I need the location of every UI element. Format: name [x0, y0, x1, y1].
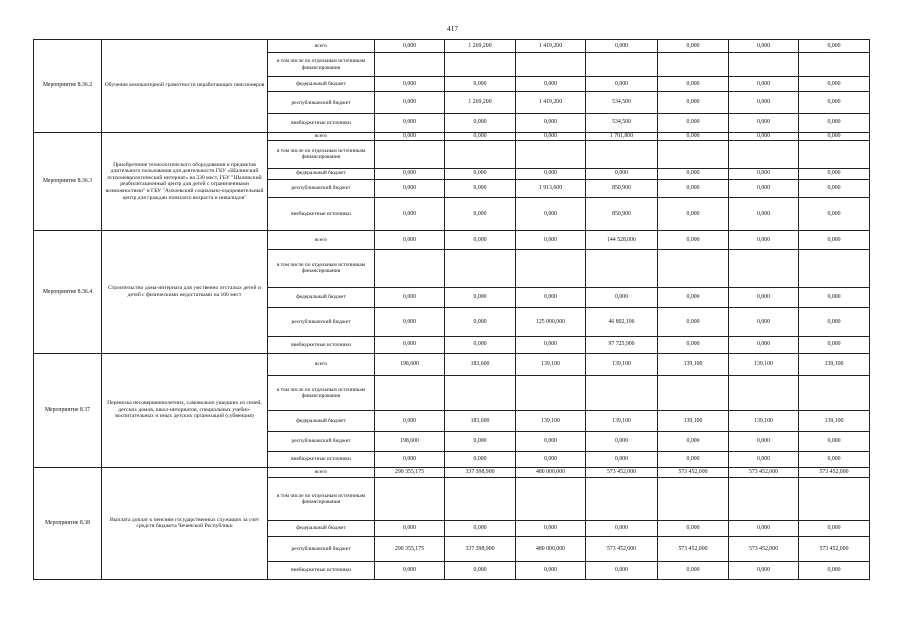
amount-cell: 290 355,175 [375, 536, 445, 562]
amount-cell: 198,600 [375, 431, 445, 452]
amount-cell: 0,000 [375, 521, 445, 536]
amount-cell: 0,000 [729, 308, 799, 337]
amount-cell: 0,000 [799, 287, 870, 308]
amount-cell: 0,000 [729, 40, 799, 53]
amount-cell [516, 140, 586, 168]
funding-source-label: внебюджетные источники [268, 114, 375, 133]
amount-cell [516, 249, 586, 287]
amount-cell [658, 53, 729, 77]
amount-cell: 0,000 [658, 77, 729, 92]
amount-cell: 573 452,000 [799, 536, 870, 562]
amount-cell: 0,000 [445, 562, 516, 580]
amount-cell [729, 249, 799, 287]
funding-source-label: внебюджетные источники [268, 198, 375, 231]
amount-cell: 0,000 [658, 562, 729, 580]
amount-cell: 0,000 [658, 337, 729, 353]
amount-cell: 144 528,006 [586, 231, 658, 250]
amount-cell: 139,100 [586, 411, 658, 432]
amount-cell: 139,100 [516, 411, 586, 432]
amount-cell [445, 376, 516, 411]
amount-cell: 1 913,600 [516, 179, 586, 198]
amount-cell: 573 452,000 [658, 536, 729, 562]
amount-cell: 0,000 [658, 114, 729, 133]
amount-cell: 0,000 [658, 521, 729, 536]
amount-cell: 46 802,106 [586, 308, 658, 337]
table-row [34, 467, 870, 477]
amount-cell: 0,000 [658, 168, 729, 179]
funding-source-label: в том числе по отдельным источникам финансирования [268, 140, 375, 168]
amount-cell: 0,000 [658, 431, 729, 452]
amount-cell: 97 725,900 [586, 337, 658, 353]
amount-cell: 0,000 [799, 562, 870, 580]
amount-cell: 198,600 [375, 353, 445, 376]
funding-source-label: республиканский бюджет [268, 536, 375, 562]
amount-cell: 0,000 [586, 431, 658, 452]
funding-source-label: всего [268, 231, 375, 250]
amount-cell: 0,000 [375, 40, 445, 53]
amount-cell: 0,000 [375, 308, 445, 337]
amount-cell: 0,000 [516, 77, 586, 92]
amount-cell: 0,000 [445, 198, 516, 231]
amount-cell [445, 53, 516, 77]
amount-cell: 0,000 [375, 337, 445, 353]
amount-cell [799, 140, 870, 168]
amount-cell: 0,000 [586, 521, 658, 536]
amount-cell [375, 140, 445, 168]
amount-cell [799, 249, 870, 287]
amount-cell: 0,000 [375, 198, 445, 231]
amount-cell: 0,000 [729, 92, 799, 114]
funding-source-label: федеральный бюджет [268, 411, 375, 432]
amount-cell: 573 452,000 [799, 467, 870, 477]
amount-cell: 183,600 [445, 353, 516, 376]
amount-cell: 0,000 [516, 452, 586, 467]
amount-cell: 0,000 [375, 411, 445, 432]
funding-source-label: всего [268, 132, 375, 140]
funding-source-label: федеральный бюджет [268, 168, 375, 179]
amount-cell [729, 478, 799, 521]
amount-cell [445, 478, 516, 521]
funding-source-label: внебюджетные источники [268, 452, 375, 467]
amount-cell: 0,000 [375, 132, 445, 140]
amount-cell: 0,000 [516, 168, 586, 179]
amount-cell: 0,000 [799, 40, 870, 53]
amount-cell: 0,000 [516, 337, 586, 353]
amount-cell: 1 269,200 [445, 40, 516, 53]
amount-cell: 183,600 [445, 411, 516, 432]
amount-cell: 0,000 [516, 114, 586, 133]
funding-source-label: внебюджетные источники [268, 562, 375, 580]
amount-cell: 0,000 [799, 337, 870, 353]
amount-cell: 139,100 [658, 353, 729, 376]
amount-cell: 0,000 [799, 114, 870, 133]
amount-cell: 139,100 [729, 353, 799, 376]
amount-cell: 0,000 [375, 231, 445, 250]
amount-cell: 0,000 [445, 287, 516, 308]
amount-cell: 0,000 [658, 287, 729, 308]
amount-cell: 0,000 [799, 231, 870, 250]
amount-cell: 0,000 [658, 231, 729, 250]
amount-cell: 0,000 [729, 337, 799, 353]
amount-cell: 0,000 [375, 114, 445, 133]
amount-cell: 0,000 [729, 562, 799, 580]
amount-cell: 1 269,200 [445, 92, 516, 114]
amount-cell: 139,100 [658, 411, 729, 432]
amount-cell: 0,000 [586, 562, 658, 580]
amount-cell: 0,000 [445, 337, 516, 353]
amount-cell: 0,000 [729, 114, 799, 133]
amount-cell: 0,000 [729, 521, 799, 536]
amount-cell: 0,000 [799, 521, 870, 536]
amount-cell [516, 478, 586, 521]
funding-source-label: в том числе по отдельным источникам финансирования [268, 376, 375, 411]
measure-code: Мероприятие 8.36.3 [34, 132, 102, 231]
amount-cell: 0,000 [586, 168, 658, 179]
table-row [34, 40, 870, 53]
funding-source-label: всего [268, 40, 375, 53]
amount-cell: 850,900 [586, 179, 658, 198]
amount-cell: 0,000 [445, 179, 516, 198]
amount-cell: 0,000 [586, 77, 658, 92]
amount-cell: 0,000 [658, 40, 729, 53]
amount-cell [375, 478, 445, 521]
amount-cell: 0,000 [516, 562, 586, 580]
funding-source-label: федеральный бюджет [268, 521, 375, 536]
amount-cell: 0,000 [658, 308, 729, 337]
amount-cell: 0,000 [516, 287, 586, 308]
amount-cell: 573 452,000 [586, 536, 658, 562]
amount-cell: 0,000 [375, 287, 445, 308]
amount-cell: 0,000 [375, 179, 445, 198]
amount-cell: 0,000 [375, 168, 445, 179]
amount-cell: 0,000 [658, 179, 729, 198]
amount-cell: 0,000 [658, 132, 729, 140]
funding-source-label: в том числе по отдельным источникам финансирования [268, 53, 375, 77]
amount-cell: 0,000 [799, 198, 870, 231]
measure-description: Приобретение технологического оборудования и предметов длительного пользования для деятельности ГБУ «Шалинский психоневрологический интернат» на 330 мест, ГБУ "Шалинский реабилитационный центр для детей с ограниченными возможностями" и ГБУ "Ачхоевский социально-оздоровительный центр для граждан пожилого возраста и инвалидов" [102, 132, 268, 231]
measure-description: Выплата доплат к пенсиям государственных служащих за счет средств бюджета Чеченской Республики [102, 467, 268, 579]
amount-cell: 139,100 [799, 411, 870, 432]
amount-cell: 0,000 [799, 168, 870, 179]
amount-cell: 0,000 [799, 77, 870, 92]
amount-cell: 0,000 [586, 452, 658, 467]
measure-code: Мероприятие 8.36.4 [34, 231, 102, 353]
amount-cell: 139,100 [729, 411, 799, 432]
amount-cell: 0,000 [445, 77, 516, 92]
amount-cell: 0,000 [445, 431, 516, 452]
amount-cell: 0,000 [445, 308, 516, 337]
amount-cell [729, 140, 799, 168]
amount-cell [445, 249, 516, 287]
amount-cell [375, 53, 445, 77]
amount-cell: 0,000 [375, 92, 445, 114]
amount-cell: 573 452,000 [729, 536, 799, 562]
amount-cell: 573 452,000 [586, 467, 658, 477]
funding-source-label: внебюджетные источники [268, 337, 375, 353]
amount-cell: 0,000 [729, 231, 799, 250]
amount-cell: 0,000 [799, 179, 870, 198]
amount-cell: 0,000 [516, 521, 586, 536]
amount-cell: 534,500 [586, 114, 658, 133]
amount-cell: 0,000 [445, 452, 516, 467]
funding-source-label: республиканский бюджет [268, 92, 375, 114]
amount-cell [586, 376, 658, 411]
measure-description: Строительство дома-интерната для умственно отсталых детей и детей с физическими недостатками на 100 мест [102, 231, 268, 353]
amount-cell [799, 478, 870, 521]
funding-source-label: федеральный бюджет [268, 287, 375, 308]
amount-cell: 0,000 [729, 198, 799, 231]
amount-cell: 0,000 [375, 452, 445, 467]
amount-cell: 0,000 [516, 198, 586, 231]
amount-cell: 573 452,000 [729, 467, 799, 477]
amount-cell: 0,000 [445, 168, 516, 179]
amount-cell [658, 376, 729, 411]
amount-cell: 0,000 [799, 308, 870, 337]
amount-cell: 480 000,000 [516, 467, 586, 477]
amount-cell [799, 53, 870, 77]
amount-cell [658, 478, 729, 521]
amount-cell: 290 355,175 [375, 467, 445, 477]
amount-cell: 573 452,000 [658, 467, 729, 477]
amount-cell: 0,000 [516, 132, 586, 140]
measure-description: Обучение компьютерной грамотности неработающих пенсионеров [102, 40, 268, 133]
amount-cell: 0,000 [445, 132, 516, 140]
amount-cell: 0,000 [729, 452, 799, 467]
amount-cell [586, 53, 658, 77]
amount-cell: 0,000 [586, 287, 658, 308]
amount-cell: 0,000 [799, 92, 870, 114]
amount-cell: 1 419,200 [516, 40, 586, 53]
measure-code: Мероприятие 8.38 [34, 467, 102, 579]
amount-cell: 1 701,800 [586, 132, 658, 140]
amount-cell: 0,000 [658, 452, 729, 467]
page-number: 417 [446, 24, 459, 33]
funding-source-label: в том числе по отдельным источникам финансирования [268, 478, 375, 521]
amount-cell [516, 376, 586, 411]
amount-cell [586, 249, 658, 287]
measure-code: Мероприятие 8.37 [34, 353, 102, 467]
amount-cell [375, 249, 445, 287]
amount-cell: 480 000,000 [516, 536, 586, 562]
amount-cell: 139,100 [586, 353, 658, 376]
amount-cell: 0,000 [658, 198, 729, 231]
amount-cell: 0,000 [729, 77, 799, 92]
amount-cell [658, 140, 729, 168]
amount-cell: 0,000 [799, 132, 870, 140]
funding-source-label: республиканский бюджет [268, 431, 375, 452]
amount-cell: 534,500 [586, 92, 658, 114]
amount-cell: 0,000 [516, 231, 586, 250]
measure-description: Перевозка несовершеннолетних, самовольно ушедших из семей, детских домов, школ-интернатов, специальных учебно-воспитательных и иных детских организаций (субвенция) [102, 353, 268, 467]
amount-cell: 0,000 [729, 287, 799, 308]
amount-cell: 0,000 [516, 431, 586, 452]
amount-cell: 0,000 [375, 562, 445, 580]
funding-source-label: федеральный бюджет [268, 77, 375, 92]
funding-source-label: в том числе по отдельным источникам финансирования [268, 249, 375, 287]
amount-cell: 1 419,200 [516, 92, 586, 114]
table-row [34, 132, 870, 140]
amount-cell: 0,000 [799, 431, 870, 452]
amount-cell: 0,000 [729, 132, 799, 140]
amount-cell [658, 249, 729, 287]
amount-cell: 0,000 [445, 114, 516, 133]
amount-cell [799, 376, 870, 411]
amount-cell: 0,000 [799, 452, 870, 467]
amount-cell: 0,000 [586, 40, 658, 53]
amount-cell: 0,000 [658, 92, 729, 114]
amount-cell: 0,000 [375, 77, 445, 92]
amount-cell: 139,100 [799, 353, 870, 376]
amount-cell: 337 398,900 [445, 467, 516, 477]
amount-cell: 0,000 [445, 521, 516, 536]
amount-cell [375, 376, 445, 411]
amount-cell: 0,000 [729, 431, 799, 452]
amount-cell: 0,000 [729, 168, 799, 179]
funding-source-label: всего [268, 353, 375, 376]
amount-cell: 139,100 [516, 353, 586, 376]
amount-cell [445, 140, 516, 168]
budget-table-body [34, 40, 870, 580]
amount-cell: 0,000 [445, 231, 516, 250]
amount-cell: 337 398,900 [445, 536, 516, 562]
measure-code: Мероприятие 8.36.2 [34, 40, 102, 133]
amount-cell [516, 53, 586, 77]
amount-cell: 0,000 [729, 179, 799, 198]
amount-cell [729, 53, 799, 77]
amount-cell [586, 140, 658, 168]
funding-source-label: республиканский бюджет [268, 308, 375, 337]
amount-cell: 125 000,000 [516, 308, 586, 337]
funding-source-label: республиканский бюджет [268, 179, 375, 198]
funding-source-label: всего [268, 467, 375, 477]
table-row [34, 353, 870, 376]
amount-cell [586, 478, 658, 521]
table-row [34, 231, 870, 250]
amount-cell [729, 376, 799, 411]
budget-table [33, 39, 870, 580]
amount-cell: 850,900 [586, 198, 658, 231]
